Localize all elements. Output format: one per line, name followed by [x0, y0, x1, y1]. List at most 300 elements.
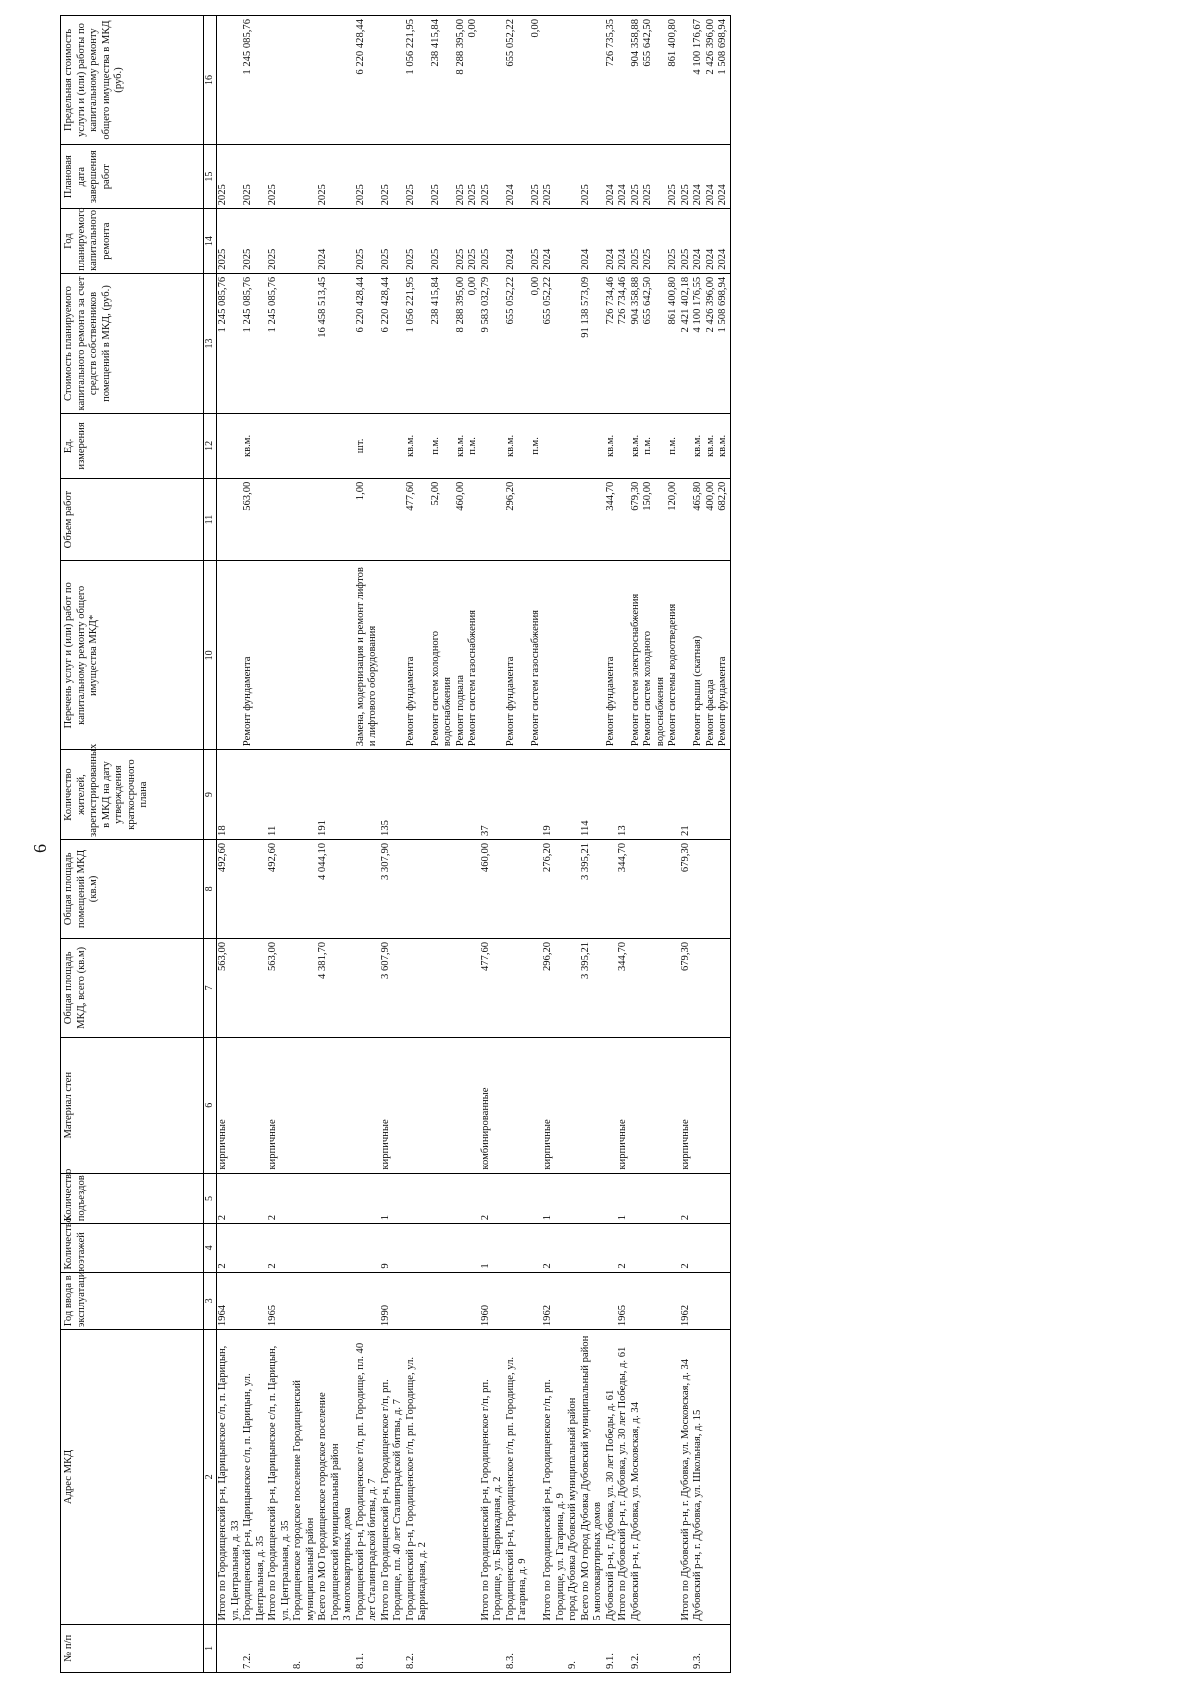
commission-year-cell: 1962 [542, 1272, 567, 1330]
wall-material-cell [467, 1037, 480, 1173]
column-header-8: Общая площадь помещений МКД (кв.м) [61, 839, 204, 938]
column-number-8: 8 [204, 839, 217, 938]
commission-year-cell [605, 1272, 618, 1330]
row-number [467, 1624, 480, 1672]
commission-year-cell: 1962 [680, 1272, 693, 1330]
repair-cost-cell [342, 273, 355, 413]
repair-year-cell: 2025 [630, 209, 643, 273]
total-area-cell: 477,60 [480, 938, 505, 1037]
address-cell [705, 1330, 718, 1625]
entrances-cell [705, 1173, 718, 1224]
completion-date-cell: 2025 [480, 144, 505, 208]
wall-material-cell [505, 1037, 530, 1173]
work-type-cell [317, 561, 342, 750]
repair-year-cell: 2025 [430, 209, 455, 273]
work-volume-cell [317, 478, 342, 561]
residents-cell: 21 [680, 750, 693, 840]
table-row [542, 16, 567, 1673]
unit-cell: п.м. [467, 414, 480, 478]
work-type-cell [617, 561, 630, 750]
total-area-cell [605, 938, 618, 1037]
commission-year-cell [405, 1272, 430, 1330]
limit-cost-cell [480, 16, 505, 145]
wall-material-cell: кирпичные [217, 1037, 243, 1173]
column-number-13: 13 [204, 273, 217, 413]
work-type-cell: Ремонт фундамента [717, 561, 730, 750]
limit-cost-cell [217, 16, 243, 145]
commission-year-cell [567, 1272, 580, 1330]
residents-cell [567, 750, 580, 840]
wall-material-cell [705, 1037, 718, 1173]
limit-cost-cell: 655 052,22 [505, 16, 530, 145]
completion-date-cell: 2024 [617, 144, 630, 208]
commission-year-cell [630, 1272, 643, 1330]
residents-cell [592, 750, 605, 840]
table-row [405, 16, 430, 1673]
work-volume-cell: 400,00 [705, 478, 718, 561]
completion-date-cell [592, 144, 605, 208]
completion-date-cell [292, 144, 317, 208]
unit-cell [380, 414, 405, 478]
column-header-13: Стоимость планируемого капитального ремонта за счет средств собственников помещений в МКД, (руб.) [61, 273, 204, 413]
wall-material-cell [342, 1037, 355, 1173]
row-number [217, 1624, 243, 1672]
limit-cost-cell [617, 16, 630, 145]
repair-year-cell: 2024 [542, 209, 567, 273]
address-cell: Итого по Городищенский р-н, Городищенское г/п, рп. Городище, пл. 40 лет Сталинградской битвы, д. 7 [380, 1330, 405, 1625]
limit-cost-cell: 2 426 396,00 [705, 16, 718, 145]
unit-cell: п.м. [667, 414, 680, 478]
floors-cell [505, 1224, 530, 1272]
commission-year-cell [692, 1272, 705, 1330]
work-volume-cell [480, 478, 505, 561]
row-number [592, 1624, 605, 1672]
table-row [317, 16, 342, 1673]
row-number: 9. [567, 1624, 580, 1672]
total-area-cell [355, 938, 380, 1037]
limit-cost-cell: 861 400,80 [667, 16, 680, 145]
address-cell [467, 1330, 480, 1625]
floors-cell [430, 1224, 455, 1272]
work-type-cell: Ремонт крыши (скатная) [692, 561, 705, 750]
residents-cell: 11 [267, 750, 292, 840]
entrances-cell [692, 1173, 705, 1224]
entrances-cell [592, 1173, 605, 1224]
residents-cell [242, 750, 267, 840]
repair-cost-cell [592, 273, 605, 413]
wall-material-cell [667, 1037, 680, 1173]
unit-cell: кв.м. [242, 414, 267, 478]
entrances-cell: 1 [542, 1173, 567, 1224]
commission-year-cell [430, 1272, 455, 1330]
floors-cell: 2 [617, 1224, 630, 1272]
commission-year-cell [317, 1272, 342, 1330]
work-volume-cell [380, 478, 405, 561]
commission-year-cell [642, 1272, 667, 1330]
wall-material-cell: кирпичные [267, 1037, 292, 1173]
commission-year-cell [342, 1272, 355, 1330]
total-area-cell [705, 938, 718, 1037]
table-row [617, 16, 630, 1673]
wall-material-cell: кирпичные [542, 1037, 567, 1173]
total-area-cell [530, 938, 543, 1037]
column-number-4: 4 [204, 1224, 217, 1272]
limit-cost-cell [380, 16, 405, 145]
commission-year-cell [705, 1272, 718, 1330]
work-type-cell: Ремонт фундамента [242, 561, 267, 750]
premises-area-cell [642, 839, 667, 938]
table-row [455, 16, 468, 1673]
table-row [717, 16, 730, 1673]
total-area-cell [292, 938, 317, 1037]
entrances-cell [467, 1173, 480, 1224]
total-area-cell: 4 381,70 [317, 938, 342, 1037]
premises-area-cell [605, 839, 618, 938]
completion-date-cell: 2025 [542, 144, 567, 208]
residents-cell [605, 750, 618, 840]
commission-year-cell [580, 1272, 593, 1330]
residents-cell: 114 [580, 750, 593, 840]
repair-year-cell: 2025 [480, 209, 505, 273]
floors-cell [455, 1224, 468, 1272]
residents-cell [342, 750, 355, 840]
table-row [242, 16, 267, 1673]
total-area-cell [642, 938, 667, 1037]
row-number [317, 1624, 342, 1672]
premises-area-cell: 344,70 [617, 839, 630, 938]
row-number [430, 1624, 455, 1672]
limit-cost-cell: 238 415,84 [430, 16, 455, 145]
limit-cost-cell [680, 16, 693, 145]
work-type-cell: Ремонт фундамента [405, 561, 430, 750]
floors-cell: 2 [542, 1224, 567, 1272]
completion-date-cell: 2025 [467, 144, 480, 208]
repair-year-cell [567, 209, 580, 273]
unit-cell [567, 414, 580, 478]
address-cell: Дубовский р-н, г. Дубовка, ул. Московская, д. 34 [630, 1330, 643, 1625]
work-type-cell: Ремонт фундамента [505, 561, 530, 750]
work-type-cell: Ремонт систем холодного водоснабжения [430, 561, 455, 750]
column-number-9: 9 [204, 750, 217, 840]
table-row [505, 16, 530, 1673]
premises-area-cell [405, 839, 430, 938]
repair-cost-cell: 9 583 032,79 [480, 273, 505, 413]
completion-date-cell: 2025 [355, 144, 380, 208]
commission-year-cell: 1965 [267, 1272, 292, 1330]
premises-area-cell [717, 839, 730, 938]
wall-material-cell [717, 1037, 730, 1173]
wall-material-cell: кирпичные [380, 1037, 405, 1173]
residents-cell: 18 [217, 750, 243, 840]
column-number-5: 5 [204, 1173, 217, 1224]
entrances-cell: 1 [380, 1173, 405, 1224]
limit-cost-cell [567, 16, 580, 145]
floors-cell [642, 1224, 667, 1272]
work-volume-cell: 150,00 [642, 478, 667, 561]
completion-date-cell [567, 144, 580, 208]
residents-cell [692, 750, 705, 840]
limit-cost-cell: 1 056 221,95 [405, 16, 430, 145]
entrances-cell [505, 1173, 530, 1224]
entrances-cell: 2 [680, 1173, 693, 1224]
limit-cost-cell: 1 508 698,94 [717, 16, 730, 145]
work-type-cell: Ремонт систем газоснабжения [530, 561, 543, 750]
residents-cell [717, 750, 730, 840]
repair-cost-cell: 6 220 428,44 [380, 273, 405, 413]
column-header-1: № п/п [61, 1624, 204, 1672]
completion-date-cell [342, 144, 355, 208]
limit-cost-cell: 904 358,88 [630, 16, 643, 145]
unit-cell: п.м. [430, 414, 455, 478]
wall-material-cell [355, 1037, 380, 1173]
completion-date-cell: 2024 [692, 144, 705, 208]
commission-year-cell [667, 1272, 680, 1330]
unit-cell [480, 414, 505, 478]
repair-cost-cell: 1 245 085,76 [217, 273, 243, 413]
total-area-cell: 563,00 [267, 938, 292, 1037]
floors-cell [342, 1224, 355, 1272]
table-row [480, 16, 505, 1673]
repair-cost-cell: 1 508 698,94 [717, 273, 730, 413]
wall-material-cell [692, 1037, 705, 1173]
entrances-cell [642, 1173, 667, 1224]
repair-cost-cell: 0,00 [467, 273, 480, 413]
completion-date-cell: 2025 [430, 144, 455, 208]
address-cell: Всего по МО город Дубовка Дубовский муниципальный район [580, 1330, 593, 1625]
repair-cost-cell: 8 288 395,00 [455, 273, 468, 413]
column-header-15: Плановая дата завершения работ [61, 144, 204, 208]
work-volume-cell [342, 478, 355, 561]
repair-year-cell: 2024 [617, 209, 630, 273]
floors-cell: 1 [480, 1224, 505, 1272]
entrances-cell [342, 1173, 355, 1224]
work-volume-cell: 52,00 [430, 478, 455, 561]
column-header-2: Адрес МКД [61, 1330, 204, 1625]
limit-cost-cell [580, 16, 593, 145]
work-volume-cell [467, 478, 480, 561]
work-type-cell: Замена, модернизация и ремонт лифтов и лифтового оборудования [355, 561, 380, 750]
total-area-cell [717, 938, 730, 1037]
capital-repair-table [60, 15, 731, 1673]
floors-cell [355, 1224, 380, 1272]
column-number-12: 12 [204, 414, 217, 478]
wall-material-cell [642, 1037, 667, 1173]
repair-year-cell: 2025 [355, 209, 380, 273]
table-row [705, 16, 718, 1673]
commission-year-cell [505, 1272, 530, 1330]
premises-area-cell: 3 395,21 [580, 839, 593, 938]
work-type-cell [580, 561, 593, 750]
address-cell: 3 многоквартирных дома [342, 1330, 355, 1625]
limit-cost-cell: 726 735,35 [605, 16, 618, 145]
row-number [617, 1624, 630, 1672]
total-area-cell: 3 395,21 [580, 938, 593, 1037]
premises-area-cell [567, 839, 580, 938]
floors-cell [467, 1224, 480, 1272]
address-cell [667, 1330, 680, 1625]
table-row [567, 16, 580, 1673]
floors-cell [242, 1224, 267, 1272]
unit-cell [342, 414, 355, 478]
column-number-10: 10 [204, 561, 217, 750]
completion-date-cell: 2024 [717, 144, 730, 208]
row-number [542, 1624, 567, 1672]
row-number [667, 1624, 680, 1672]
work-volume-cell [217, 478, 243, 561]
column-number-15: 15 [204, 144, 217, 208]
table-row [530, 16, 543, 1673]
wall-material-cell [592, 1037, 605, 1173]
column-header-12: Ед. измерения [61, 414, 204, 478]
premises-area-cell [242, 839, 267, 938]
floors-cell [405, 1224, 430, 1272]
residents-cell [467, 750, 480, 840]
commission-year-cell: 1964 [217, 1272, 243, 1330]
row-number [580, 1624, 593, 1672]
address-cell: 5 многоквартирных домов [592, 1330, 605, 1625]
repair-cost-cell [292, 273, 317, 413]
total-area-cell [667, 938, 680, 1037]
unit-cell [592, 414, 605, 478]
table-row [292, 16, 317, 1673]
wall-material-cell [605, 1037, 618, 1173]
limit-cost-cell [317, 16, 342, 145]
page-number: 6 [30, 844, 50, 853]
limit-cost-cell: 4 100 176,67 [692, 16, 705, 145]
repair-year-cell: 2024 [717, 209, 730, 273]
column-number-14: 14 [204, 209, 217, 273]
repair-cost-cell: 726 734,46 [605, 273, 618, 413]
address-cell: Дубовский р-н, г. Дубовка, ул. Школьная, д. 15 [692, 1330, 705, 1625]
work-type-cell [567, 561, 580, 750]
unit-cell: шт. [355, 414, 380, 478]
entrances-cell: 2 [267, 1173, 292, 1224]
work-type-cell [267, 561, 292, 750]
work-type-cell [592, 561, 605, 750]
repair-cost-cell: 861 400,80 [667, 273, 680, 413]
residents-cell [505, 750, 530, 840]
unit-cell [542, 414, 567, 478]
work-volume-cell: 460,00 [455, 478, 468, 561]
commission-year-cell [592, 1272, 605, 1330]
wall-material-cell [630, 1037, 643, 1173]
work-volume-cell [530, 478, 543, 561]
column-header-14: Год планируемого капитального ремонта [61, 209, 204, 273]
unit-cell: кв.м. [455, 414, 468, 478]
address-cell [717, 1330, 730, 1625]
limit-cost-cell [592, 16, 605, 145]
repair-year-cell: 2025 [242, 209, 267, 273]
column-header-6: Материал стен [61, 1037, 204, 1173]
premises-area-cell [355, 839, 380, 938]
total-area-cell [592, 938, 605, 1037]
table-row [592, 16, 605, 1673]
total-area-cell [467, 938, 480, 1037]
repair-year-cell: 2025 [642, 209, 667, 273]
residents-cell [530, 750, 543, 840]
residents-cell [355, 750, 380, 840]
table-row [380, 16, 405, 1673]
completion-date-cell: 2024 [505, 144, 530, 208]
address-cell: Итого по Дубовский р-н, г. Дубовка, ул. 30 лет Победы, д. 61 [617, 1330, 630, 1625]
table-row [630, 16, 643, 1673]
work-volume-cell: 120,00 [667, 478, 680, 561]
premises-area-cell [630, 839, 643, 938]
repair-cost-cell: 1 245 085,76 [267, 273, 292, 413]
work-type-cell: Ремонт подвала [455, 561, 468, 750]
unit-cell: п.м. [530, 414, 543, 478]
limit-cost-cell: 1 245 085,76 [242, 16, 267, 145]
repair-cost-cell: 1 245 085,76 [242, 273, 267, 413]
premises-area-cell [342, 839, 355, 938]
address-cell [642, 1330, 667, 1625]
floors-cell [317, 1224, 342, 1272]
repair-year-cell: 2025 [667, 209, 680, 273]
repair-year-cell: 2024 [605, 209, 618, 273]
commission-year-cell [717, 1272, 730, 1330]
completion-date-cell: 2024 [705, 144, 718, 208]
premises-area-cell [455, 839, 468, 938]
repair-cost-cell: 726 734,46 [617, 273, 630, 413]
repair-year-cell [292, 209, 317, 273]
entrances-cell: 2 [480, 1173, 505, 1224]
unit-cell [580, 414, 593, 478]
floors-cell [605, 1224, 618, 1272]
entrances-cell [455, 1173, 468, 1224]
wall-material-cell [455, 1037, 468, 1173]
completion-date-cell: 2024 [605, 144, 618, 208]
unit-cell [267, 414, 292, 478]
work-volume-cell: 1,00 [355, 478, 380, 561]
premises-area-cell [592, 839, 605, 938]
row-number [530, 1624, 543, 1672]
table-row [692, 16, 705, 1673]
unit-cell [292, 414, 317, 478]
premises-area-cell: 492,60 [267, 839, 292, 938]
total-area-cell [342, 938, 355, 1037]
repair-year-cell [592, 209, 605, 273]
repair-year-cell: 2025 [530, 209, 543, 273]
floors-cell: 2 [680, 1224, 693, 1272]
work-type-cell [480, 561, 505, 750]
table-row [467, 16, 480, 1673]
total-area-cell [405, 938, 430, 1037]
work-volume-cell: 465,80 [692, 478, 705, 561]
premises-area-cell [530, 839, 543, 938]
column-number-2: 2 [204, 1330, 217, 1625]
repair-cost-cell: 4 100 176,55 [692, 273, 705, 413]
total-area-cell: 296,20 [542, 938, 567, 1037]
entrances-cell [405, 1173, 430, 1224]
row-number [267, 1624, 292, 1672]
total-area-cell: 3 607,90 [380, 938, 405, 1037]
work-volume-cell: 296,20 [505, 478, 530, 561]
header-row [61, 16, 204, 1673]
completion-date-cell: 2025 [455, 144, 468, 208]
wall-material-cell [292, 1037, 317, 1173]
commission-year-cell: 1960 [480, 1272, 505, 1330]
repair-cost-cell: 16 458 513,45 [317, 273, 342, 413]
commission-year-cell [455, 1272, 468, 1330]
wall-material-cell: кирпичные [617, 1037, 630, 1173]
repair-cost-cell: 904 358,88 [630, 273, 643, 413]
commission-year-cell [467, 1272, 480, 1330]
entrances-cell [317, 1173, 342, 1224]
address-cell: Всего по МО Городищенское городское поселение Городищенский муниципальный район [317, 1330, 342, 1625]
completion-date-cell: 2025 [267, 144, 292, 208]
residents-cell [405, 750, 430, 840]
limit-cost-cell: 655 642,50 [642, 16, 667, 145]
